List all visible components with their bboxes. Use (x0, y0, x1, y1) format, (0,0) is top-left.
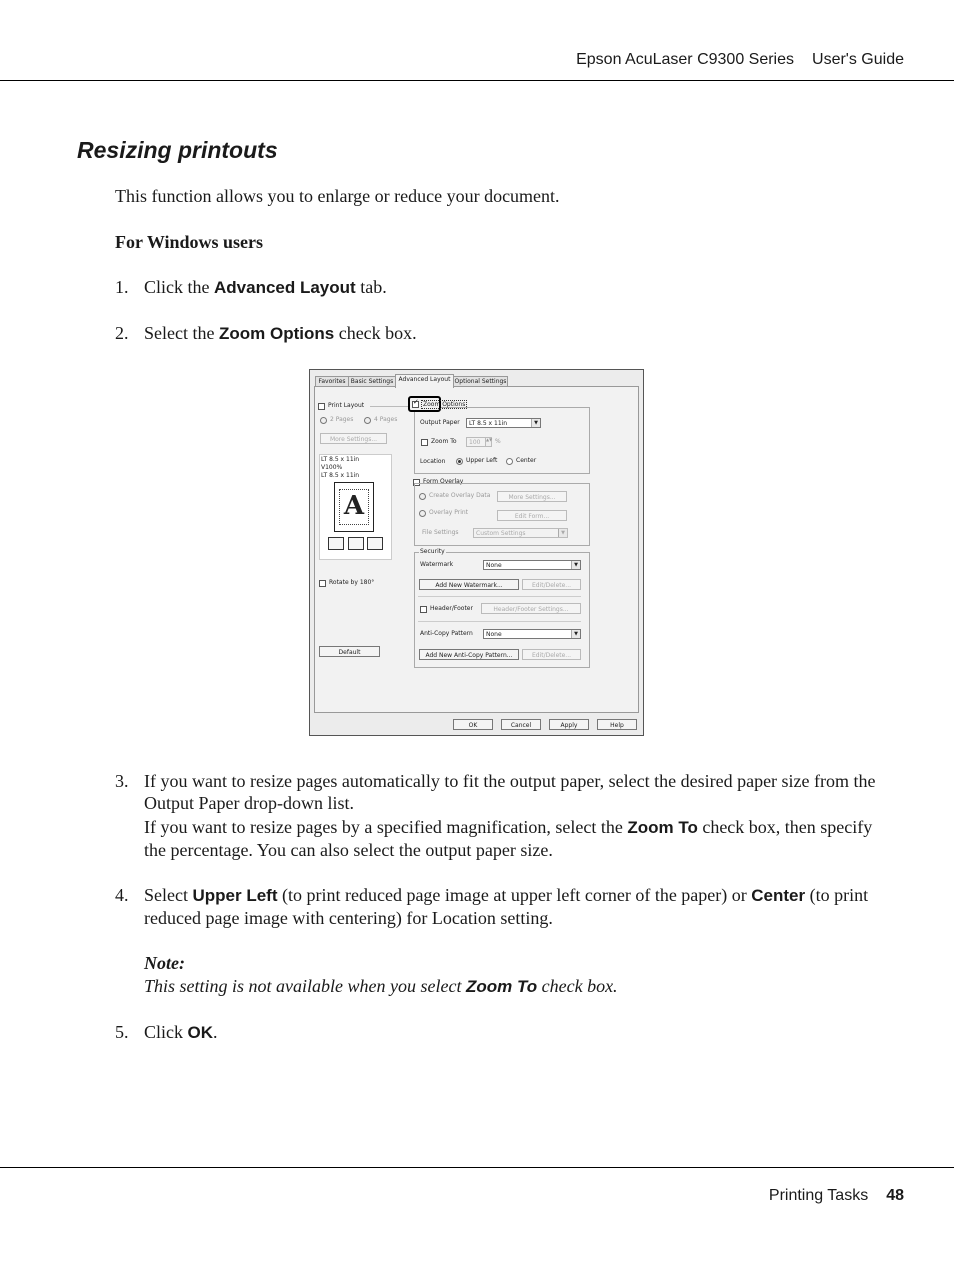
cancel-button[interactable]: Cancel (501, 719, 541, 730)
tab-favorites[interactable]: Favorites (315, 376, 349, 387)
note-text: This setting is not available when you select (144, 976, 466, 996)
rotate-checkbox[interactable] (319, 580, 326, 587)
chevron-down-icon: ▼ (558, 529, 567, 537)
file-settings-label: File Settings (422, 529, 459, 536)
print-layout-checkbox[interactable] (318, 403, 325, 410)
watermark-edit-delete-button[interactable]: Edit/Delete... (522, 579, 581, 590)
center-radio[interactable] (506, 458, 513, 465)
zoom-to-label: Zoom To (431, 438, 457, 445)
file-settings-value: Custom Settings (476, 530, 526, 537)
step-1 (115, 276, 880, 299)
divider (418, 596, 581, 597)
percent-label: % (495, 438, 501, 445)
security-label: Security (420, 548, 445, 555)
step-text: (to print reduced page image at upper left corner of the paper) or (277, 885, 752, 905)
print-layout-label: Print Layout (328, 402, 365, 409)
step-5 (115, 1021, 880, 1044)
output-paper-value: LT 8.5 x 11in (469, 420, 508, 427)
tab-advanced-layout[interactable]: Advanced Layout (395, 374, 454, 388)
two-pages-radio[interactable] (320, 417, 327, 424)
step-number: 2. (115, 323, 129, 343)
zoom-percent-value: 100 (469, 439, 481, 446)
tab-basic-settings[interactable]: Basic Settings (348, 376, 396, 387)
divider (370, 406, 412, 407)
edit-form-button[interactable]: Edit Form... (497, 510, 567, 521)
printer-properties-dialog (309, 369, 644, 736)
step-number: 4. (115, 885, 129, 905)
apply-button[interactable]: Apply (549, 719, 589, 730)
note-body (144, 975, 880, 998)
zoom-spinner[interactable]: ▲▼ (485, 437, 492, 447)
page-preview-icon (334, 482, 374, 532)
footer-section: Printing Tasks (768, 1187, 869, 1204)
add-anti-copy-button[interactable]: Add New Anti-Copy Pattern... (419, 649, 519, 660)
zoom-to-checkbox[interactable] (421, 439, 428, 446)
step-text: . (213, 1022, 218, 1042)
upper-left-label: Upper Left (466, 457, 498, 464)
intro-paragraph: This function allows you to enlarge or reduce your document. (115, 186, 560, 206)
four-pages-label: 4 Pages (374, 416, 398, 423)
step-3 (115, 770, 880, 861)
rotate-label: Rotate by 180° (329, 579, 375, 586)
step-number: 1. (115, 277, 129, 297)
header-footer-checkbox[interactable] (420, 606, 427, 613)
location-label: Location (420, 458, 446, 465)
subheading: For Windows users (115, 232, 264, 252)
ok-button[interactable]: OK (453, 719, 493, 730)
chevron-down-icon: ▼ (571, 630, 580, 638)
help-button[interactable]: Help (597, 719, 637, 730)
more-settings-button[interactable]: More Settings... (320, 433, 387, 444)
watermark-label: Watermark (420, 561, 454, 568)
layout-icon (367, 537, 383, 550)
step-text: Click the (144, 277, 214, 297)
output-paper-select[interactable] (466, 418, 541, 428)
watermark-select[interactable] (483, 560, 581, 570)
file-settings-select[interactable] (473, 528, 568, 538)
add-watermark-button[interactable]: Add New Watermark... (419, 579, 519, 590)
note (115, 952, 880, 998)
section-title: Resizing printouts (77, 137, 278, 163)
ui-term: Zoom To (627, 818, 698, 837)
header-footer-label: Header/Footer (430, 605, 473, 612)
ui-term: Zoom To (465, 977, 538, 996)
step-2 (115, 322, 880, 345)
overlay-more-settings-button[interactable]: More Settings... (497, 491, 567, 502)
chevron-down-icon: ▼ (531, 419, 540, 427)
tab-optional-settings[interactable]: Optional Settings (454, 378, 507, 385)
step-text: check box. (334, 323, 417, 343)
advanced-layout-panel (314, 386, 639, 713)
form-overlay-label: Form Overlay (423, 478, 464, 485)
watermark-value: None (486, 562, 502, 569)
preview-letter: A (343, 491, 365, 521)
step-text: Click (144, 1022, 188, 1042)
anti-copy-label: Anti-Copy Pattern (420, 630, 473, 637)
upper-left-radio[interactable] (456, 458, 463, 465)
four-pages-radio[interactable] (364, 417, 371, 424)
header-footer-settings-button[interactable]: Header/Footer Settings... (481, 603, 581, 614)
step-number: 5. (115, 1022, 129, 1042)
anti-copy-value: None (486, 631, 502, 638)
ui-term: Zoom Options (218, 324, 335, 343)
default-button[interactable]: Default (319, 646, 380, 657)
zoom-options-label: Zoom Options (423, 401, 466, 408)
layout-preview (319, 454, 392, 560)
note-title: Note: (144, 953, 185, 973)
overlay-print-label: Overlay Print (429, 509, 469, 516)
preview-line: LT 8.5 x 11in (321, 456, 360, 463)
running-header (576, 51, 904, 69)
step-text: Select the (144, 323, 219, 343)
two-pages-label: 2 Pages (330, 416, 354, 423)
anti-copy-edit-delete-button[interactable]: Edit/Delete... (522, 649, 581, 660)
footer-rule (0, 1167, 954, 1168)
step-text: tab. (355, 277, 387, 297)
layout-icon (348, 537, 364, 550)
check-mark-icon: ✓ (413, 398, 419, 406)
chevron-down-icon: ▼ (571, 561, 580, 569)
header-rule (0, 80, 954, 81)
step-text: If you want to resize pages automatically to fit the output paper, select the desired paper size from the Output Paper drop-down list. (144, 771, 876, 813)
step-text: If you want to resize pages by a specified magnification, select the (144, 817, 628, 837)
ui-term: Center (751, 886, 806, 905)
layout-icon (328, 537, 344, 550)
ui-term: Advanced Layout (214, 278, 356, 297)
center-label: Center (516, 457, 537, 464)
running-footer (769, 1187, 904, 1205)
preview-line: V100% (321, 464, 343, 471)
output-paper-label: Output Paper (420, 419, 460, 426)
ui-term: Upper Left (192, 886, 278, 905)
step-text: (to print reduced page image with centering) for Location setting. (144, 885, 869, 928)
step-text: check box, then specify the percentage. You can also select the output paper size. (144, 817, 873, 860)
note-text: check box. (537, 976, 618, 996)
anti-copy-select[interactable] (483, 629, 581, 639)
step-text-continued (144, 816, 880, 861)
overlay-print-radio[interactable] (419, 510, 426, 517)
create-overlay-label: Create Overlay Data (429, 492, 491, 499)
header-guide: User's Guide (812, 51, 904, 68)
create-overlay-radio[interactable] (419, 493, 426, 500)
preview-line: LT 8.5 x 11in (321, 472, 360, 479)
page-number: 48 (886, 1187, 904, 1204)
divider (418, 621, 581, 622)
header-product: Epson AcuLaser C9300 Series (576, 51, 795, 68)
step-text: Select (144, 885, 193, 905)
ui-term: OK (187, 1023, 213, 1042)
step-number: 3. (115, 771, 129, 791)
step-4 (115, 884, 880, 929)
